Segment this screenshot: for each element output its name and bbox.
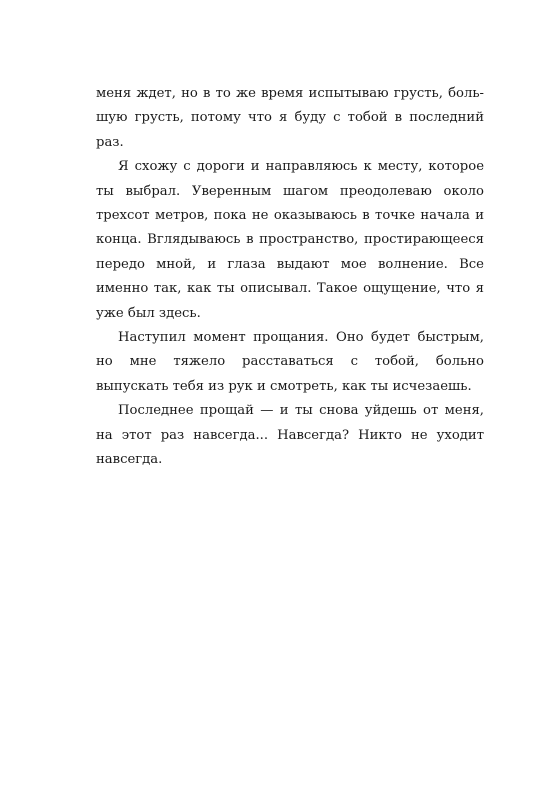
paragraph-4: Последнее прощай — и ты снова уйдешь от меня, на этот раз навсегда... Навсегда? Никто не уходит навсегда. <box>96 403 484 468</box>
paragraph-2: Я схожу с дороги и направляюсь к месту, которое ты выбрал. Уверенным шагом преодолеваю около трехсот метров, пока не оказываюсь в точке начала и конца. Вглядываюсь в пространство, простирающееся передо мной, и глаза выдают мое волнение. Все именно так, как ты описывал. Такое ощущение, что я уже был здесь. <box>96 159 484 321</box>
paragraph-3: Наступил момент прощания. Оно будет быстрым, но мне тяжело расставаться с тобой, больно выпускать тебя из рук и смотреть, как ты исчезаешь. <box>96 330 484 394</box>
body-text <box>96 82 484 473</box>
paragraph-1: меня ждет, но в то же время испытываю грусть, большую грусть, потому что я буду с тобой в последний раз. <box>96 86 484 150</box>
